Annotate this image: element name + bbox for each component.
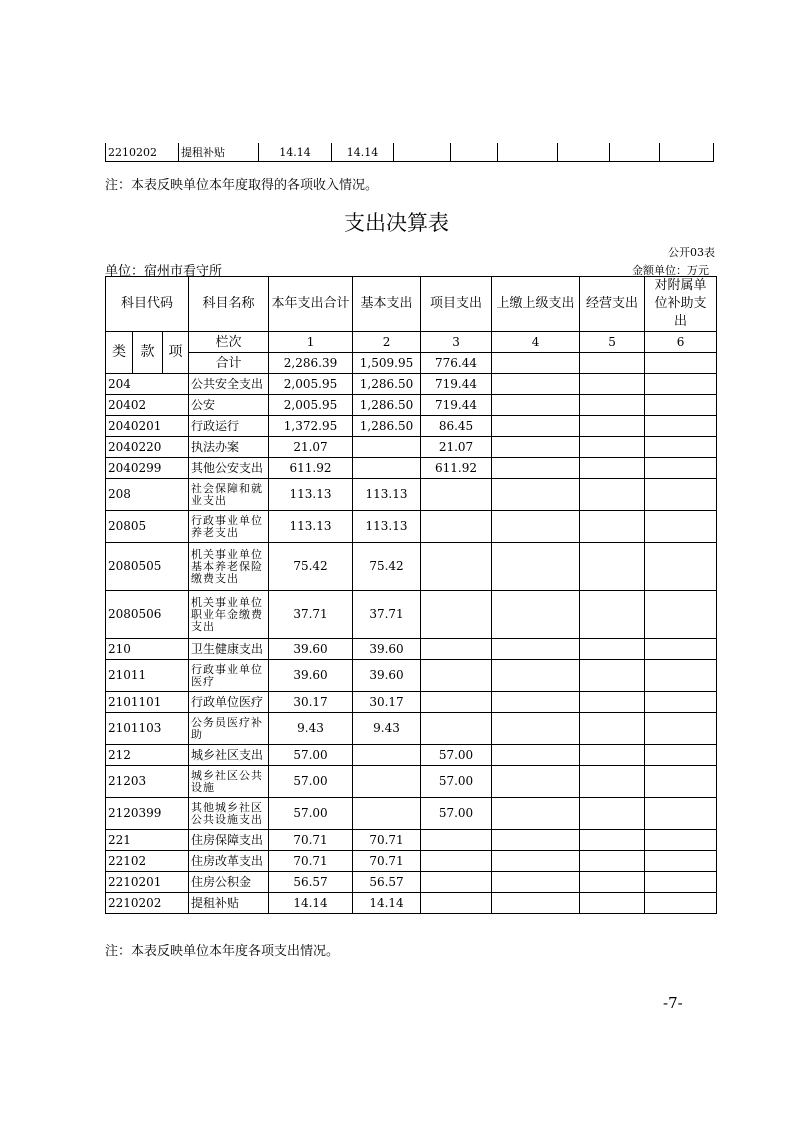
row-code: 2040220 [106,437,189,458]
col-no-4: 4 [492,332,580,353]
header-row [106,277,717,332]
row-name: 执法办案 [189,437,269,458]
empty-cell [580,437,645,458]
empty-cell [492,416,580,437]
row-total: 30.17 [269,692,353,713]
empty-cell [645,851,717,872]
row-total: 75.42 [269,543,353,591]
row-code: 2210202 [106,893,189,914]
row-project [421,511,492,543]
empty-cell [645,416,717,437]
row-basic: 113.13 [353,511,421,543]
row-total: 70.71 [269,851,353,872]
header-subsidy: 对附属单位补助支出 [645,277,717,332]
row-basic: 70.71 [353,830,421,851]
row-total: 39.60 [269,660,353,692]
empty-cell [492,713,580,745]
empty-cell [492,798,580,830]
row-name: 行政单位医疗 [189,692,269,713]
table-row [106,660,717,692]
empty-cell [580,374,645,395]
row-total: 2,005.95 [269,374,353,395]
empty-cell [580,479,645,511]
empty-cell [580,851,645,872]
col-no-2: 2 [353,332,421,353]
table-row [106,543,717,591]
empty-cell [580,660,645,692]
row-name: 机关事业单位基本养老保险缴费支出 [189,543,269,591]
row-name: 公共安全支出 [189,374,269,395]
empty-cell [660,143,714,162]
header-code: 科目代码 [106,277,189,332]
row-basic: 37.71 [353,591,421,639]
row-code: 208 [106,479,189,511]
row-project [421,660,492,692]
table-row [106,872,717,893]
row-basic: 9.43 [353,713,421,745]
total-value: 2,286.39 [269,353,353,374]
total-row [106,353,717,374]
amount-unit: 金额单位：万元 [632,264,709,277]
empty-cell [645,893,717,914]
table-row [106,416,717,437]
row-total: 611.92 [269,458,353,479]
empty-cell [580,745,645,766]
empty-cell [492,374,580,395]
empty-cell [580,766,645,798]
row-project [421,692,492,713]
row-total: 70.71 [269,830,353,851]
row-name: 住房改革支出 [189,851,269,872]
row-basic: 1,286.50 [353,374,421,395]
row-code: 2080505 [106,543,189,591]
row-total: 21.07 [269,437,353,458]
row-code: 2040201 [106,416,189,437]
total-project: 776.44 [421,353,492,374]
empty-cell [645,660,717,692]
row-total: 37.71 [269,591,353,639]
empty-cell [645,591,717,639]
row-basic: 56.57 [353,872,421,893]
empty-cell [645,511,717,543]
row-total: 9.43 [269,713,353,745]
empty-cell [645,543,717,591]
row-basic [353,458,421,479]
empty-cell [492,353,580,374]
table-row [106,458,717,479]
table-row [106,591,717,639]
row-name: 提租补贴 [179,143,259,162]
empty-cell [492,893,580,914]
row-total: 57.00 [269,745,353,766]
income-table-tail [105,143,714,162]
table-row [106,798,717,830]
empty-cell [645,395,717,416]
empty-cell [645,458,717,479]
empty-cell [645,692,717,713]
row-basic: 1,286.50 [353,416,421,437]
empty-cell [492,745,580,766]
empty-cell [492,458,580,479]
row-basic [353,766,421,798]
row-total: 39.60 [269,639,353,660]
empty-cell [580,511,645,543]
empty-cell [580,395,645,416]
col-no-3: 3 [421,332,492,353]
row-project [421,713,492,745]
row-total: 57.00 [269,766,353,798]
row-code: 210 [106,639,189,660]
empty-cell [645,713,717,745]
total-basic: 1,509.95 [353,353,421,374]
table-row [106,713,717,745]
row-basic: 14.14 [353,893,421,914]
row-code: 212 [106,745,189,766]
empty-cell [610,143,660,162]
empty-cell [645,353,717,374]
row-name: 行政事业单位养老支出 [189,511,269,543]
row-name: 行政事业单位医疗 [189,660,269,692]
row-name: 住房保障支出 [189,830,269,851]
row-project [421,639,492,660]
empty-cell [492,511,580,543]
row-basic: 39.60 [353,639,421,660]
header-kuan: 款 [133,332,163,374]
row-basic [353,798,421,830]
col-no-1: 1 [269,332,353,353]
income-note: 注：本表反映单位本年度取得的各项收入情况。 [105,178,379,193]
row-name: 提租补贴 [189,893,269,914]
row-total: 56.57 [269,872,353,893]
expenditure-note: 注：本表反映单位本年度各项支出情况。 [105,944,340,959]
row-basic: 70.71 [353,851,421,872]
row-project: 57.00 [421,798,492,830]
row-name: 城乡社区支出 [189,745,269,766]
row-name: 社会保障和就业支出 [189,479,269,511]
empty-cell [580,416,645,437]
empty-cell [558,143,610,162]
empty-cell [492,692,580,713]
row-code: 204 [106,374,189,395]
row-project [421,479,492,511]
row-project [421,830,492,851]
table-row [106,639,717,660]
empty-cell [492,660,580,692]
row-code: 22102 [106,851,189,872]
empty-cell [492,395,580,416]
empty-cell [492,851,580,872]
empty-cell [492,543,580,591]
empty-cell [645,437,717,458]
empty-cell [580,543,645,591]
empty-cell [580,692,645,713]
header-business: 经营支出 [580,277,645,332]
empty-cell [394,143,451,162]
row-code: 2210201 [106,872,189,893]
empty-cell [451,143,498,162]
row-total: 14.14 [269,893,353,914]
row-project: 57.00 [421,745,492,766]
row-name: 其他城乡社区公共设施支出 [189,798,269,830]
empty-cell [645,872,717,893]
table-row [106,374,717,395]
row-project [421,893,492,914]
header-lanci: 栏次 [189,332,269,353]
row-code: 221 [106,830,189,851]
row-project: 719.44 [421,395,492,416]
header-lei: 类 [106,332,133,374]
row-name: 其他公安支出 [189,458,269,479]
row-project: 21.07 [421,437,492,458]
empty-cell [580,458,645,479]
header-project: 项目支出 [421,277,492,332]
table-row [106,766,717,798]
empty-cell [580,893,645,914]
row-project: 57.00 [421,766,492,798]
row-value: 14.14 [332,143,394,162]
row-project: 719.44 [421,374,492,395]
row-total: 57.00 [269,798,353,830]
table-row [106,745,717,766]
empty-cell [492,639,580,660]
empty-cell [492,437,580,458]
empty-cell [580,591,645,639]
table-row [106,479,717,511]
table-row [106,437,717,458]
row-project [421,872,492,893]
unit-label: 单位：宿州市看守所 [105,264,223,279]
row-basic: 30.17 [353,692,421,713]
empty-cell [580,830,645,851]
empty-cell [492,479,580,511]
row-code: 2120399 [106,798,189,830]
row-code: 21011 [106,660,189,692]
table-row [106,830,717,851]
table-row [106,511,717,543]
row-total: 2,005.95 [269,395,353,416]
empty-cell [645,798,717,830]
header-basic: 基本支出 [353,277,421,332]
table-row [106,851,717,872]
empty-cell [645,479,717,511]
row-value: 14.14 [259,143,332,162]
table-row [106,143,714,162]
empty-cell [580,798,645,830]
row-project: 611.92 [421,458,492,479]
header-xiang: 项 [163,332,189,374]
row-basic: 113.13 [353,479,421,511]
header-upper: 上缴上级支出 [492,277,580,332]
page-title: 支出决算表 [344,211,449,235]
row-name: 城乡社区公共设施 [189,766,269,798]
row-code: 2210202 [106,143,179,162]
row-project [421,543,492,591]
empty-cell [645,766,717,798]
page-number: -7- [663,994,683,1012]
row-basic: 1,286.50 [353,395,421,416]
empty-cell [492,766,580,798]
row-code: 2040299 [106,458,189,479]
row-name: 公安 [189,395,269,416]
row-name: 公务员医疗补助 [189,713,269,745]
row-basic [353,745,421,766]
row-name: 住房公积金 [189,872,269,893]
empty-cell [645,374,717,395]
header-name: 科目名称 [189,277,269,332]
table-row [106,692,717,713]
row-code: 21203 [106,766,189,798]
row-name: 行政运行 [189,416,269,437]
empty-cell [492,830,580,851]
row-basic [353,437,421,458]
row-project [421,851,492,872]
row-total: 113.13 [269,479,353,511]
row-basic: 75.42 [353,543,421,591]
empty-cell [580,353,645,374]
row-basic: 39.60 [353,660,421,692]
empty-cell [645,830,717,851]
empty-cell [498,143,558,162]
row-project [421,591,492,639]
empty-cell [580,639,645,660]
empty-cell [580,713,645,745]
row-code: 20402 [106,395,189,416]
row-code: 20805 [106,511,189,543]
row-total: 113.13 [269,511,353,543]
total-label: 合计 [189,353,269,374]
row-project: 86.45 [421,416,492,437]
row-name: 机关事业单位职业年金缴费支出 [189,591,269,639]
col-no-6: 6 [645,332,717,353]
expenditure-table [105,276,717,914]
table-number: 公开03表 [668,246,715,259]
column-number-row [106,332,717,353]
table-row [106,893,717,914]
table-row [106,395,717,416]
empty-cell [580,872,645,893]
header-total: 本年支出合计 [269,277,353,332]
col-no-5: 5 [580,332,645,353]
empty-cell [645,745,717,766]
row-name: 卫生健康支出 [189,639,269,660]
empty-cell [492,591,580,639]
row-code: 2080506 [106,591,189,639]
row-total: 1,372.95 [269,416,353,437]
empty-cell [492,872,580,893]
row-code: 2101103 [106,713,189,745]
row-code: 2101101 [106,692,189,713]
empty-cell [645,639,717,660]
